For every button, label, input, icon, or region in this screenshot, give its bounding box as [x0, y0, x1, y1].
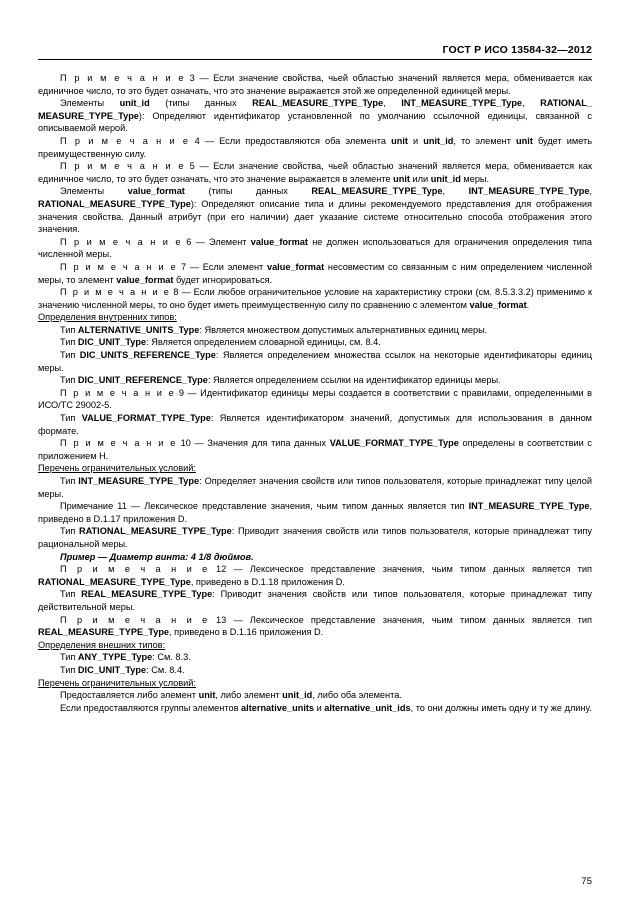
paragraph-note-10: П р и м е ч а н и е 10 — Значения для типа данных VALUE_FORMAT_TYPE_Type определены в соответствии с приложением H.: [38, 438, 592, 461]
document-body: [38, 72, 592, 714]
paragraph-example-diameter: Пример — Диаметр винта: 4 1/8 дюймов.: [60, 551, 254, 562]
paragraph-value-format-para: Элементы value_format (типы данных REAL_MEASURE_TYPE_Type, INT_MEASURE_TYPE_Type, RATIONAL_MEASURE_TYPE_Type): Определяют описание типа и длины рекомендуемого представления для отображения значения свойства. Данный атрибут (при его наличии) дает указание системе относительно способа отображения этого значения.: [38, 186, 592, 235]
paragraph-note-3: П р и м е ч а н и е 3 — Если значение свойства, чьей областью значений является мера, обменивается как единичное число, то это будет означать, что это значение выражается этой же определенной единицей меры.: [38, 73, 592, 96]
paragraph-any-type-type: Тип ANY_TYPE_Type: См. 8.3.: [60, 652, 191, 663]
paragraph-note-5: П р и м е ч а н и е 5 — Если значение свойства, чьей областью значений является мера, обменивается как единичное число, то это будет означать, что это значение выражается в элементе unit или unit_id меры.: [38, 161, 592, 184]
paragraph-unit-id-para: Элементы unit_id (типы данных REAL_MEASURE_TYPE_Type, INT_MEASURE_TYPE_Type, RATIONAL_ MEASURE_TYPE_Type): Определяют идентификатор установленной по умолчанию ссылочной единицы, связанной с описываемой мерой.: [38, 98, 593, 134]
paragraph-int-measure-type-type: Тип INT_MEASURE_TYPE_Type: Определяет значения свойств или типов пользователя, которые принадлежат типу целой меры.: [38, 476, 592, 499]
paragraph-constraint-2: Если предоставляются группы элементов alternative_units и alternative_unit_ids, то они должны иметь одну и ту же длину.: [60, 702, 592, 713]
paragraph-constraints-heading-1: Перечень ограничительных условий:: [38, 463, 196, 474]
page-header: [38, 44, 592, 56]
paragraph-rational-measure-type-type: Тип RATIONAL_MEASURE_TYPE_Type: Приводит значения свойств или типов пользователя, которые принадлежат типу рациональной меры.: [38, 526, 592, 549]
paragraph-dic-unit-type: Тип DIC_UNIT_Type: Является определением словарной единицы, см. 8.4.: [60, 337, 381, 348]
paragraph-note-9: П р и м е ч а н и е 9 — Идентификатор единицы меры создается в соответствии с правилами, определенными в ИСО/ТС 29002-5.: [38, 387, 592, 411]
paragraph-alternative-units-type: Тип ALTERNATIVE_UNITS_Type: Является множеством допустимых альтернативных единиц меры.: [60, 324, 488, 335]
paragraph-external-types-heading: Определения внешних типов:: [38, 639, 166, 650]
paragraph-constraints-heading-2: Перечень ограничительных условий:: [38, 677, 196, 688]
paragraph-note-4: П р и м е ч а н и е 4 — Если предоставляются оба элемента unit и unit_id, то элемент unit будет иметь преимущественную силу.: [38, 135, 593, 159]
paragraph-note-11: Примечание 11 — Лексическое представление значения, чьим типом данных является тип INT_MEASURE_TYPE_Type, приведено в D.1.17 приложения D.: [38, 501, 592, 524]
paragraph-value-format-type-type: Тип VALUE_FORMAT_TYPE_Type: Является идентификатором значений, допустимых для использования в данном формате.: [38, 413, 592, 436]
paragraph-note-6: П р и м е ч а н и е 6 — Элемент value_format не должен использоваться для ограничения определения типа численной меры.: [38, 236, 593, 260]
paragraph-constraint-1: Предоставляется либо элемент unit, либо элемент unit_id, либо оба элемента.: [60, 690, 402, 701]
paragraph-note-7: П р и м е ч а н и е 7 — Если элемент value_format несовместим со связанным с ним определением численной меры, то элемент value_format будет игнорироваться.: [38, 261, 592, 285]
paragraph-note-13: П р и м е ч а н и е 13 — Лексическое представление значения, чьим типом данных является тип REAL_MEASURE_TYPE_Type, приведено в D.1.16 приложения D.: [38, 614, 593, 638]
paragraph-real-measure-type-type: Тип REAL_MEASURE_TYPE_Type: Приводит значения свойств или типов пользователя, которые принадлежат типу действительной меры.: [38, 589, 592, 612]
paragraph-internal-types-heading: Определения внутренних типов:: [38, 312, 177, 323]
paragraph-note-8: П р и м е ч а н и е 8 — Если любое ограничительное условие на характеристику строки (см. 8.5.3.3.2) применимо к значению численной меры, то оно будет иметь преимущественную силу по сравнению с элементом value_format.: [38, 287, 592, 310]
standard-title: ГОСТ Р ИСО 13584-32—2012: [442, 44, 592, 56]
paragraph-dic-unit-type-ref: Тип DIC_UNIT_Type: См. 8.4.: [60, 664, 185, 675]
paragraph-dic-units-reference-type: Тип DIC_UNITS_REFERENCE_Type: Является определением множества ссылок на некоторые идентификаторы единиц меры.: [38, 350, 592, 373]
paragraph-note-12: П р и м е ч а н и е 12 — Лексическое представление значения, чьим типом данных является тип RATIONAL_MEASURE_TYPE_Type, приведено в D.1.18 приложения D.: [38, 564, 593, 587]
header-divider: [38, 59, 592, 60]
page-number: 75: [581, 876, 592, 887]
paragraph-dic-unit-reference-type: Тип DIC_UNIT_REFERENCE_Type: Является определением ссылки на идентификатор единицы меры.: [60, 375, 501, 386]
